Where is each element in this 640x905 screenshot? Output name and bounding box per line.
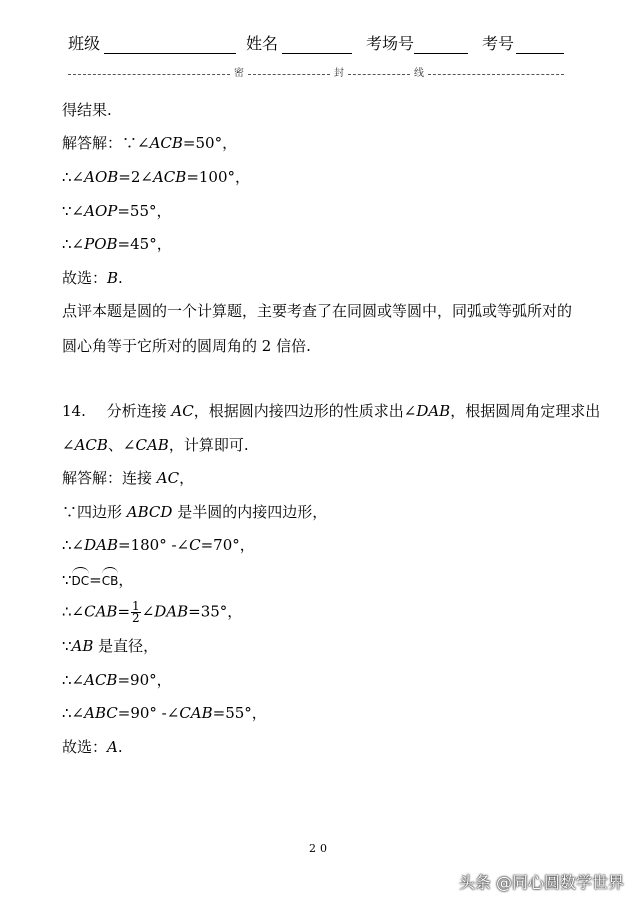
q14-line-9: ∴∠ACB=90°， [62, 671, 172, 689]
q13-line-4: ∵∠AOP=55°， [62, 202, 172, 220]
q14-line-4: ∵四边形 ABCD 是半圆的内接四边形， [62, 503, 328, 521]
q13-line-5: ∴∠POB=45°， [62, 235, 172, 253]
q14-line-11: 故选：A. [62, 738, 123, 756]
seal-cut-line [68, 67, 564, 81]
source-watermark: 头条 @同心圆数学世界 [458, 873, 624, 892]
q14-line-2: ∠ACB、∠CAB，计算即可. [62, 436, 249, 454]
q13-line-3: ∴∠AOB=2∠ACB=100°， [62, 168, 251, 186]
exam-room-label: 考场号 [366, 34, 415, 53]
exam-number-blank [516, 53, 564, 54]
cut-dash-3 [348, 74, 410, 75]
exam-number-label: 考号 [482, 34, 515, 53]
q14-line-5: ∴∠DAB=180° -∠C=70°， [62, 536, 255, 554]
question-number: 14. [62, 402, 86, 420]
q14-line-6: ∵DC=CB， [62, 571, 134, 589]
cut-word-line: 线 [414, 68, 424, 79]
name-label: 姓名 [246, 34, 279, 53]
fraction-one-half: $\frac{1}{2}$ [132, 599, 140, 625]
cut-word-close: 封 [334, 68, 344, 79]
exam-room-blank [414, 53, 468, 54]
class-blank [104, 53, 236, 54]
page-number: 20 [309, 842, 331, 855]
exam-header [0, 32, 640, 56]
cut-dash-2 [248, 74, 330, 75]
q13-line-1: 得结果. [62, 101, 112, 119]
q13-line-6: 故选：B. [62, 269, 123, 287]
q14-line-10: ∴∠ABC=90° -∠CAB=55°， [62, 704, 267, 722]
name-blank [282, 53, 352, 54]
q14-line-3: 解答解：连接 AC， [62, 469, 195, 487]
class-label: 班级 [68, 34, 101, 53]
q13-line-2: 解答解：∵∠ACB=50°， [62, 134, 238, 152]
arc-cb: CB [102, 569, 119, 591]
q14-line-7: ∴∠CAB= $\frac{1}{2}$ ∠DAB=35°， [62, 599, 243, 625]
cut-word-seal: 密 [234, 68, 244, 79]
q14-line-1: 14. 分析连接 AC，根据圆内接四边形的性质求出∠DAB，根据圆周角定理求出 [62, 402, 601, 420]
q13-comment-line-2: 圆心角等于它所对的圆周角的 2 信倍. [62, 337, 311, 355]
cut-dash-1 [68, 74, 230, 75]
cut-dash-4 [428, 74, 564, 75]
arc-dc: DC [72, 569, 90, 591]
q13-comment-line-1: 点评本题是圆的一个计算题，主要考查了在同圆或等圆中，同弧或等弧所对的 [62, 302, 573, 320]
q14-line-8: ∵AB 是直径， [62, 637, 159, 655]
